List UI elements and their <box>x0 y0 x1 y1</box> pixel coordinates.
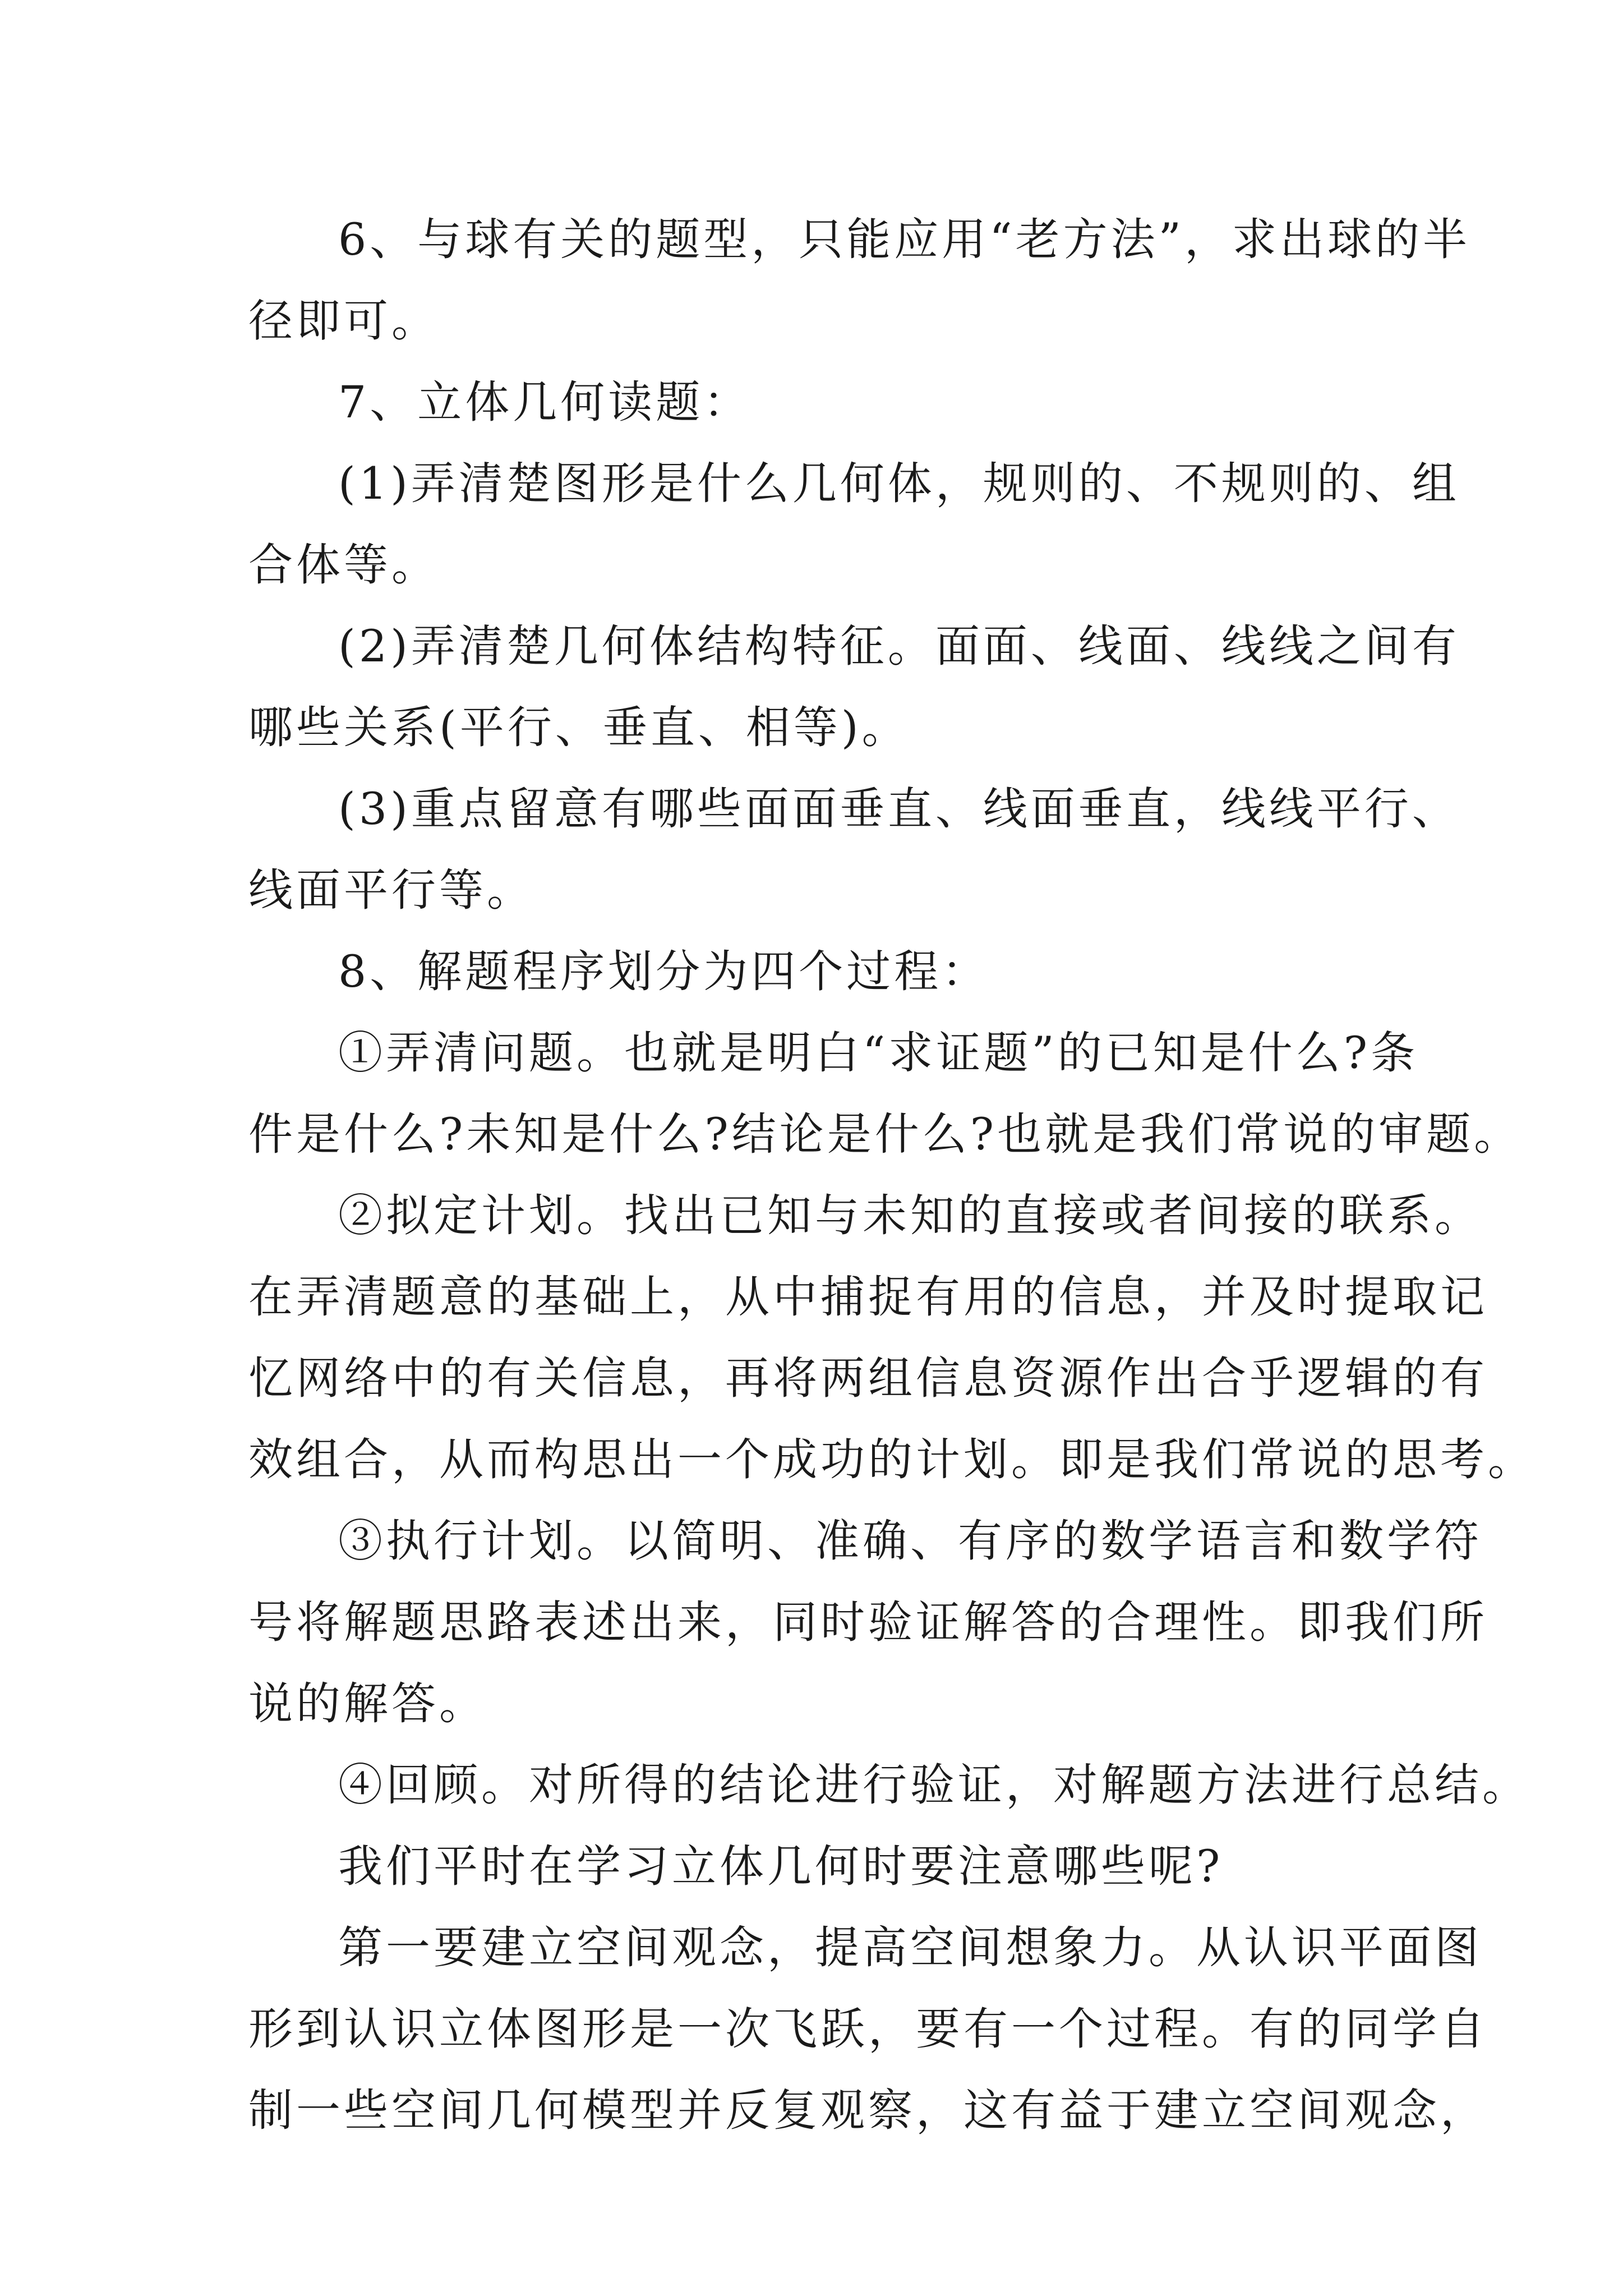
text-line: 8、解题程序划分为四个过程： <box>338 946 990 997</box>
text-line: 效组合，从而构思出一个成功的计划。即是我们常说的思考。 <box>248 1434 1536 1485</box>
text-line: 制一些空间几何模型并反复观察，这有益于建立空间观念， <box>248 2085 1488 2136</box>
text-line: (3)重点留意有哪些面面垂直、线面垂直，线线平行、 <box>338 783 1460 835</box>
text-line: 第一要建立空间观念，提高空间想象力。从认识平面图 <box>338 1922 1482 1973</box>
text-line: 件是什么?未知是什么?结论是什么?也就是我们常说的审题。 <box>248 1108 1522 1160</box>
text-line: (2)弄清楚几何体结构特征。面面、线面、线线之间有 <box>338 620 1460 672</box>
text-line: ②拟定计划。找出已知与未知的直接或者间接的联系。 <box>338 1190 1482 1241</box>
body-text <box>248 199 1536 2151</box>
text-line: 我们平时在学习立体几何时要注意哪些呢? <box>338 1841 1224 1892</box>
text-line: 线面平行等。 <box>248 864 534 916</box>
text-line: 6、与球有关的题型，只能应用“老方法”，求出球的半 <box>338 214 1471 265</box>
text-line: 哪些关系(平行、垂直、相等)。 <box>248 702 910 753</box>
text-line: ①弄清问题。也就是明白“求证题”的已知是什么?条 <box>338 1027 1419 1079</box>
text-line: 在弄清题意的基础上，从中捕捉有用的信息，并及时提取记 <box>248 1271 1488 1323</box>
text-line: (1)弄清楚图形是什么几何体，规则的、不规则的、组 <box>338 458 1460 509</box>
text-line: 号将解题思路表述出来，同时验证解答的合理性。即我们所 <box>248 1596 1488 1648</box>
text-line: 合体等。 <box>248 539 439 591</box>
text-line: 说的解答。 <box>248 1678 487 1729</box>
text-line: 径即可。 <box>248 295 439 347</box>
text-line: 忆网络中的有关信息，再将两组信息资源作出合乎逻辑的有 <box>248 1352 1488 1404</box>
text-line: ④回顾。对所得的结论进行验证，对解题方法进行总结。 <box>338 1759 1530 1811</box>
text-line: 7、立体几何读题： <box>338 376 751 428</box>
text-line: ③执行计划。以简明、准确、有序的数学语言和数学符 <box>338 1515 1482 1567</box>
text-line: 形到认识立体图形是一次飞跃，要有一个过程。有的同学自 <box>248 2003 1488 2055</box>
